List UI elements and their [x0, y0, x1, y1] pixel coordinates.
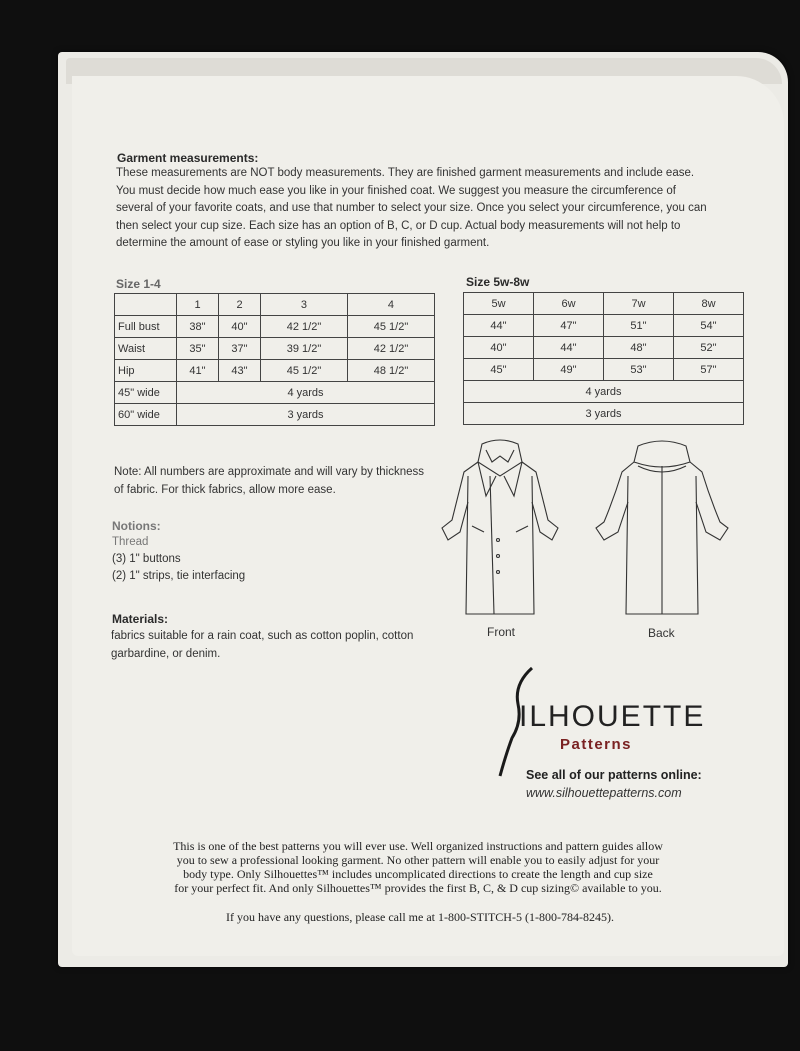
notions-item: (3) 1" buttons	[112, 553, 181, 565]
note-text	[114, 464, 444, 499]
table-cell: 54"	[674, 315, 744, 337]
table-header-row	[464, 293, 744, 315]
materials-title: Materials:	[112, 612, 169, 626]
coat-back-illustration	[592, 436, 732, 618]
table-cell: 38"	[177, 316, 219, 338]
logo-subtitle: Patterns	[560, 736, 633, 753]
row-label: 45" wide	[115, 382, 177, 404]
table-cell: 4 yards	[177, 382, 435, 404]
note-line: of fabric. For thick fabrics, allow more ease.	[114, 483, 336, 496]
note-line: Note: All numbers are approximate and will vary by thickness	[114, 466, 425, 478]
table-cell: 51"	[604, 315, 674, 337]
materials-line: garbardine, or denim.	[111, 647, 221, 660]
table-header-cell: 8w	[674, 293, 744, 315]
table-cell: 48"	[604, 337, 674, 359]
notions-list	[112, 534, 312, 585]
table-cell: 40"	[219, 316, 261, 338]
garment-line: several of your favorite coats, and use that number to select your size. Once you select your circumference, you can	[116, 202, 707, 214]
contact-line: If you have any questions, please call me at 1-800-STITCH-5 (1-800-784-8245).	[226, 910, 614, 924]
table-cell: 40"	[464, 337, 534, 359]
table-cell: 45 1/2"	[347, 316, 434, 338]
table-header-cell: 2	[219, 294, 261, 316]
table-cell: 52"	[674, 337, 744, 359]
table-row	[464, 315, 744, 337]
row-label: Full bust	[115, 316, 177, 338]
table-row	[464, 381, 744, 403]
table-row	[464, 359, 744, 381]
table-cell: 45"	[464, 359, 534, 381]
table-cell: 47"	[534, 315, 604, 337]
promo-line: body type. Only Silhouettes™ includes uncomplicated directions to create the length and cup size	[183, 867, 653, 881]
table-cell: 42 1/2"	[261, 316, 348, 338]
table-cell: 44"	[534, 337, 604, 359]
garment-measurements-text	[116, 165, 716, 253]
row-label: Hip	[115, 360, 177, 382]
table-header-cell: 6w	[534, 293, 604, 315]
garment-line: then select your cup size. Each size has an option of B, C, or D cup. Actual body measurements will not help to	[116, 219, 681, 232]
garment-measurements-title: Garment measurements:	[117, 151, 259, 165]
table-row	[115, 316, 435, 338]
table-cell: 4 yards	[464, 381, 744, 403]
table-cell: 3 yards	[177, 404, 435, 426]
size-1-4-table	[114, 293, 435, 426]
table-cell: 37"	[219, 338, 261, 360]
table-cell: 48 1/2"	[347, 360, 434, 382]
table-cell: 3 yards	[464, 403, 744, 425]
promo-line: for your perfect fit. And only Silhouettes™ provides the first B, C, & D cup sizing© available to you.	[174, 881, 662, 895]
row-label: 60" wide	[115, 404, 177, 426]
table-header-cell: 4	[347, 294, 434, 316]
table-header-cell: 3	[261, 294, 348, 316]
coat-front-illustration	[430, 436, 570, 618]
table-cell: 57"	[674, 359, 744, 381]
row-label: Waist	[115, 338, 177, 360]
table-row	[115, 360, 435, 382]
table-row	[115, 338, 435, 360]
notions-item: (2) 1" strips, tie interfacing	[112, 570, 246, 582]
table-cell	[115, 294, 177, 316]
size-5w-8w-title: Size 5w-8w	[466, 275, 530, 289]
materials-line: fabrics suitable for a rain coat, such as cotton poplin, cotton	[111, 630, 414, 642]
front-label: Front	[487, 625, 516, 639]
garment-line: These measurements are NOT body measurements. They are finished garment measurements and include ease.	[116, 167, 695, 179]
table-cell: 39 1/2"	[261, 338, 348, 360]
garment-line: determine the amount of ease or styling you like in your finished garment.	[116, 237, 490, 249]
table-row	[115, 382, 435, 404]
table-row	[115, 404, 435, 426]
promo-line: This is one of the best patterns you will ever use. Well organized instructions and pattern guides allow	[173, 839, 663, 853]
logo-wordmark: ILHOUETTE	[519, 700, 706, 733]
table-header-cell: 1	[177, 294, 219, 316]
table-header-cell: 5w	[464, 293, 534, 315]
table-header-row	[115, 294, 435, 316]
table-row	[464, 337, 744, 359]
table-cell: 35"	[177, 338, 219, 360]
back-label: Back	[648, 626, 675, 640]
garment-line: You must decide how much ease you like in your finished coat. We suggest you measure the circumference of	[116, 184, 676, 197]
table-header-cell: 7w	[604, 293, 674, 315]
notions-item: Thread	[112, 536, 149, 548]
website-link[interactable]: www.silhouettepatterns.com	[526, 786, 682, 800]
table-cell: 44"	[464, 315, 534, 337]
table-row	[464, 403, 744, 425]
see-patterns-online: See all of our patterns online:	[526, 768, 702, 782]
promo-text	[112, 839, 724, 895]
table-cell: 53"	[604, 359, 674, 381]
promo-line: you to sew a professional looking garment. No other pattern will enable you to easily adjust for your	[176, 853, 660, 867]
notions-title: Notions:	[112, 519, 161, 533]
size-1-4-title: Size 1-4	[116, 277, 161, 291]
table-cell: 43"	[219, 360, 261, 382]
table-cell: 45 1/2"	[261, 360, 348, 382]
table-cell: 42 1/2"	[347, 338, 434, 360]
size-5w-8w-table	[463, 292, 744, 425]
table-cell: 41"	[177, 360, 219, 382]
materials-text	[111, 628, 431, 663]
table-cell: 49"	[534, 359, 604, 381]
